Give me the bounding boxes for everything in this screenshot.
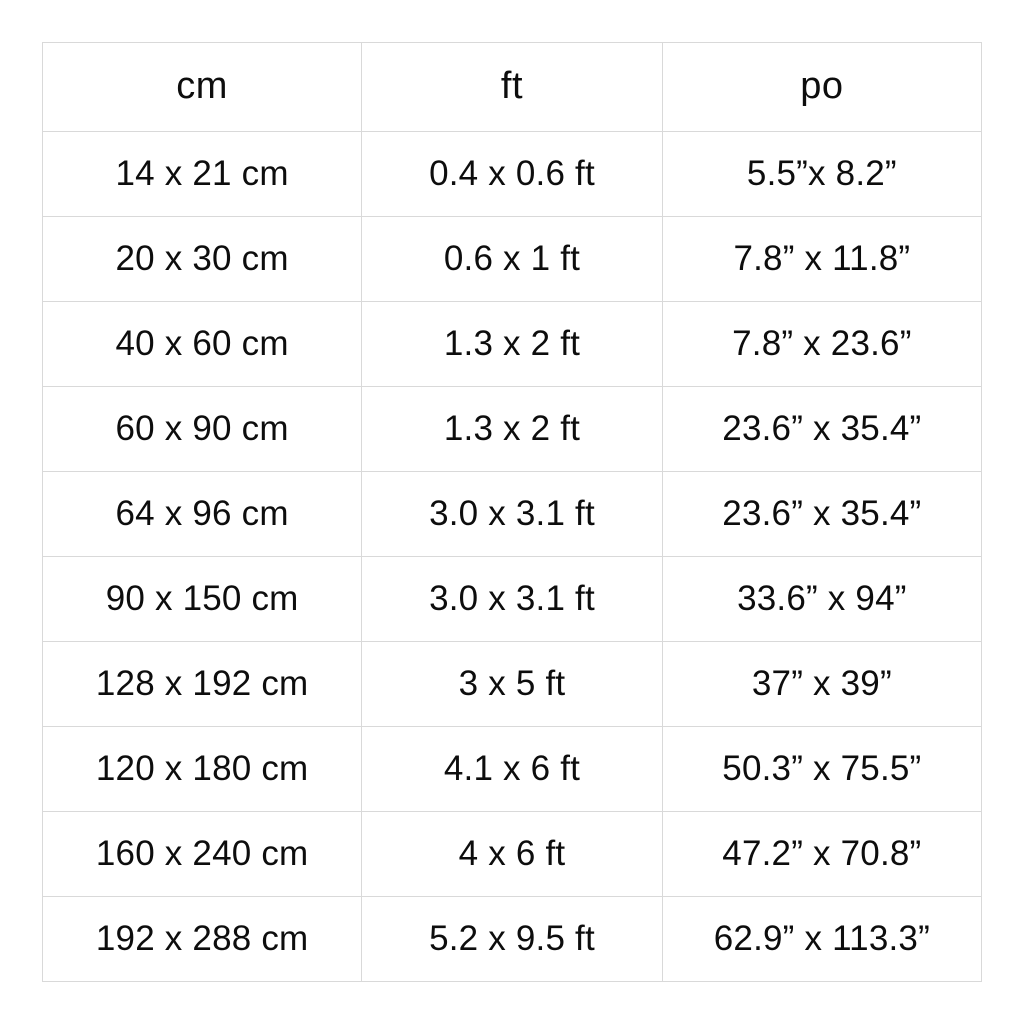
cell-ft: 1.3 x 2 ft <box>362 387 662 472</box>
table-header <box>43 43 982 132</box>
table-body <box>43 132 982 982</box>
table-row <box>43 557 982 642</box>
size-conversion-table <box>42 42 982 982</box>
cell-ft: 0.6 x 1 ft <box>362 217 662 302</box>
cell-ft: 0.4 x 0.6 ft <box>362 132 662 217</box>
table-header-row <box>43 43 982 132</box>
table-row <box>43 302 982 387</box>
column-header-ft: ft <box>362 43 662 132</box>
cell-ft: 5.2 x 9.5 ft <box>362 897 662 982</box>
cell-cm: 20 x 30 cm <box>43 217 362 302</box>
column-header-cm: cm <box>43 43 362 132</box>
cell-cm: 128 x 192 cm <box>43 642 362 727</box>
table-row <box>43 217 982 302</box>
table-row <box>43 727 982 812</box>
cell-ft: 4 x 6 ft <box>362 812 662 897</box>
cell-po: 7.8” x 11.8” <box>662 217 981 302</box>
cell-ft: 1.3 x 2 ft <box>362 302 662 387</box>
cell-po: 5.5”x 8.2” <box>662 132 981 217</box>
cell-po: 37” x 39” <box>662 642 981 727</box>
table-row <box>43 897 982 982</box>
cell-cm: 90 x 150 cm <box>43 557 362 642</box>
table-row <box>43 132 982 217</box>
cell-po: 62.9” x 113.3” <box>662 897 981 982</box>
cell-ft: 3 x 5 ft <box>362 642 662 727</box>
cell-cm: 40 x 60 cm <box>43 302 362 387</box>
size-conversion-table-container <box>42 42 982 974</box>
cell-ft: 3.0 x 3.1 ft <box>362 557 662 642</box>
cell-po: 23.6” x 35.4” <box>662 387 981 472</box>
cell-cm: 60 x 90 cm <box>43 387 362 472</box>
cell-cm: 120 x 180 cm <box>43 727 362 812</box>
table-row <box>43 642 982 727</box>
table-row <box>43 812 982 897</box>
cell-po: 33.6” x 94” <box>662 557 981 642</box>
cell-cm: 160 x 240 cm <box>43 812 362 897</box>
cell-cm: 192 x 288 cm <box>43 897 362 982</box>
table-row <box>43 472 982 557</box>
cell-po: 50.3” x 75.5” <box>662 727 981 812</box>
cell-po: 47.2” x 70.8” <box>662 812 981 897</box>
column-header-po: po <box>662 43 981 132</box>
cell-cm: 64 x 96 cm <box>43 472 362 557</box>
cell-po: 23.6” x 35.4” <box>662 472 981 557</box>
cell-cm: 14 x 21 cm <box>43 132 362 217</box>
cell-ft: 3.0 x 3.1 ft <box>362 472 662 557</box>
table-row <box>43 387 982 472</box>
cell-ft: 4.1 x 6 ft <box>362 727 662 812</box>
cell-po: 7.8” x 23.6” <box>662 302 981 387</box>
